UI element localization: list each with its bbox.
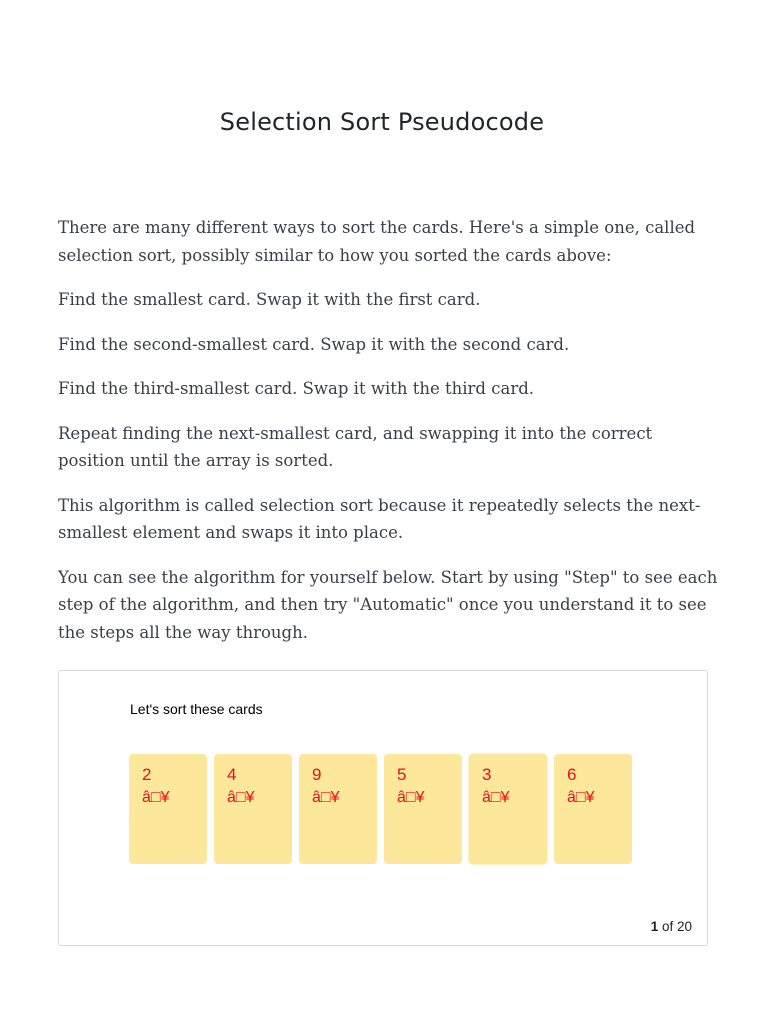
- article-body: [58, 214, 718, 663]
- card: [214, 754, 292, 864]
- paragraph-step-3: Find the third-smallest card. Swap it with the third card.: [58, 379, 535, 398]
- step-counter: [651, 919, 692, 934]
- paragraph-repeat: Repeat finding the next-smallest card, and swapping it into the correct position until the array is sorted.: [58, 423, 653, 470]
- card-suit: â□¥: [227, 789, 255, 806]
- card: [129, 754, 207, 864]
- card: [384, 754, 462, 864]
- card: [299, 754, 377, 864]
- card: [469, 754, 547, 864]
- step-current: 1: [650, 919, 659, 934]
- card-suit: â□¥: [312, 789, 340, 806]
- card-value: 6: [567, 765, 577, 784]
- paragraph-explanation: This algorithm is called selection sort because it repeatedly selects the next-smallest element and swaps it into place.: [58, 495, 701, 542]
- card-value: 4: [227, 765, 237, 784]
- card: [554, 754, 632, 864]
- page-title: Selection Sort Pseudocode: [219, 108, 545, 136]
- card-suit: â□¥: [142, 789, 170, 806]
- step-total: of 20: [658, 919, 692, 934]
- sort-visualizer: [58, 670, 708, 946]
- card-row: [129, 754, 639, 864]
- paragraph-step-1: Find the smallest card. Swap it with the first card.: [58, 290, 481, 309]
- card-value: 5: [397, 765, 407, 784]
- card-suit: â□¥: [397, 789, 425, 806]
- visualizer-message: Let's sort these cards: [130, 701, 263, 717]
- card-suit: â□¥: [567, 789, 595, 806]
- paragraph-instructions: You can see the algorithm for yourself below. Start by using "Step" to see each step of the algorithm, and then try "Automatic" once you understand it to see the steps all the way through.: [58, 567, 718, 642]
- card-suit: â□¥: [482, 789, 510, 806]
- card-value: 2: [142, 765, 152, 784]
- paragraph-step-2: Find the second-smallest card. Swap it with the second card.: [58, 334, 570, 354]
- paragraph-intro: There are many different ways to sort the cards. Here's a simple one, called selection sort, possibly similar to how you sorted the cards above:: [58, 218, 696, 265]
- card-value: 3: [482, 765, 492, 784]
- card-value: 9: [312, 765, 322, 784]
